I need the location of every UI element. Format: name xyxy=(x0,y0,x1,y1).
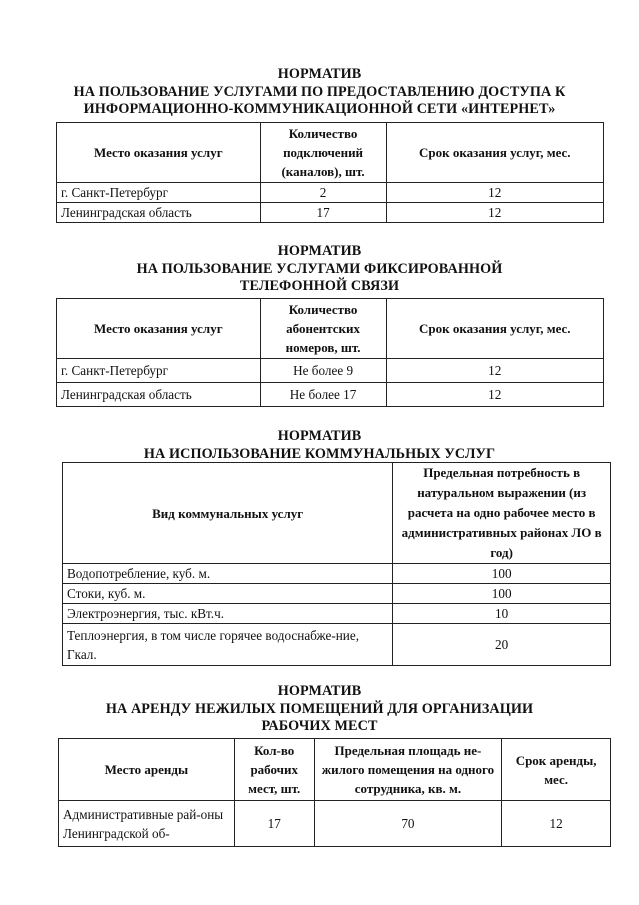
phone-row-1-place: г. Санкт-Петербург xyxy=(57,359,261,383)
rent-row-1-place: Административные рай-оны Ленинградской об- xyxy=(59,801,235,847)
phone-header-term: Срок оказания услуг, мес. xyxy=(386,299,604,359)
internet-row-2-place: Ленинградская область xyxy=(57,203,261,223)
rent-row-1-term: 12 xyxy=(502,801,611,847)
utilities-row-4-value: 20 xyxy=(393,624,611,666)
rent-row-1-count: 17 xyxy=(234,801,314,847)
internet-header-count: Количество подключений (каналов), шт. xyxy=(260,123,386,183)
utilities-header-type: Вид коммунальных услуг xyxy=(63,463,393,564)
utilities-row-2-type: Стоки, куб. м. xyxy=(63,584,393,604)
table-row xyxy=(59,801,611,847)
rent-title xyxy=(0,683,639,736)
rent-table xyxy=(58,738,611,847)
internet-title xyxy=(0,66,639,119)
rent-title-line-3: РАБОЧИХ МЕСТ xyxy=(261,718,378,734)
phone-row-2-place: Ленинградская область xyxy=(57,383,261,407)
internet-table xyxy=(56,122,604,223)
utilities-row-3-type: Электроэнергия, тыс. кВт.ч. xyxy=(63,604,393,624)
phone-header-place: Место оказания услуг xyxy=(57,299,261,359)
utilities-header-need: Предельная потребность в натуральном выражении (из расчета на одно рабочее место в административных районах ЛО в год) xyxy=(393,463,611,564)
utilities-row-1-value: 100 xyxy=(393,564,611,584)
table-row xyxy=(63,584,611,604)
table-row xyxy=(57,183,604,203)
phone-row-2-count: Не более 17 xyxy=(260,383,386,407)
utilities-row-2-value: 100 xyxy=(393,584,611,604)
utilities-row-4-type: Теплоэнергия, в том числе горячее водоснабже-ние, Гкал. xyxy=(63,624,393,666)
internet-row-1-count: 2 xyxy=(260,183,386,203)
phone-header-count: Количество абонентских номеров, шт. xyxy=(260,299,386,359)
rent-title-line-2: НА АРЕНДУ НЕЖИЛЫХ ПОМЕЩЕНИЙ ДЛЯ ОРГАНИЗАЦИИ xyxy=(105,700,534,717)
rent-header-count: Кол-во рабочих мест, шт. xyxy=(234,739,314,801)
table-row xyxy=(63,564,611,584)
phone-table xyxy=(56,298,604,407)
phone-row-1-count: Не более 9 xyxy=(260,359,386,383)
utilities-table xyxy=(62,462,611,666)
phone-title-line-1: НОРМАТИВ xyxy=(277,243,362,259)
rent-row-1-area: 70 xyxy=(314,801,502,847)
internet-row-2-count: 17 xyxy=(260,203,386,223)
utilities-row-3-value: 10 xyxy=(393,604,611,624)
phone-row-2-term: 12 xyxy=(386,383,604,407)
phone-row-1-term: 12 xyxy=(386,359,604,383)
internet-title-line-2: НА ПОЛЬЗОВАНИЕ УСЛУГАМИ ПО ПРЕДОСТАВЛЕНИЮ ДОСТУПА К xyxy=(73,83,566,100)
utilities-row-1-type: Водопотребление, куб. м. xyxy=(63,564,393,584)
utilities-title-line-2: НА ИСПОЛЬЗОВАНИЕ КОММУНАЛЬНЫХ УСЛУГ xyxy=(143,445,496,462)
internet-header-place: Место оказания услуг xyxy=(57,123,261,183)
table-row xyxy=(63,624,611,666)
rent-header-area: Предельная площадь не-жилого помещения на одного сотрудника, кв. м. xyxy=(314,739,502,801)
table-row xyxy=(57,203,604,223)
phone-title-line-3: ТЕЛЕФОННОЙ СВЯЗИ xyxy=(239,278,400,294)
table-row xyxy=(57,359,604,383)
internet-header-term: Срок оказания услуг, мес. xyxy=(386,123,604,183)
internet-row-2-term: 12 xyxy=(386,203,604,223)
table-row xyxy=(63,604,611,624)
internet-row-1-place: г. Санкт-Петербург xyxy=(57,183,261,203)
utilities-title-line-1: НОРМАТИВ xyxy=(277,428,362,444)
rent-title-line-1: НОРМАТИВ xyxy=(277,683,362,699)
table-row xyxy=(57,383,604,407)
phone-title xyxy=(0,243,639,296)
rent-header-term: Срок аренды, мес. xyxy=(502,739,611,801)
phone-title-line-2: НА ПОЛЬЗОВАНИЕ УСЛУГАМИ ФИКСИРОВАННОЙ xyxy=(136,260,503,277)
internet-title-line-1: НОРМАТИВ xyxy=(277,66,362,82)
internet-row-1-term: 12 xyxy=(386,183,604,203)
internet-title-line-3: ИНФОРМАЦИОННО-КОММУНИКАЦИОННОЙ СЕТИ «ИНТЕРНЕТ» xyxy=(83,101,556,117)
rent-header-place: Место аренды xyxy=(59,739,235,801)
utilities-title xyxy=(0,428,639,463)
